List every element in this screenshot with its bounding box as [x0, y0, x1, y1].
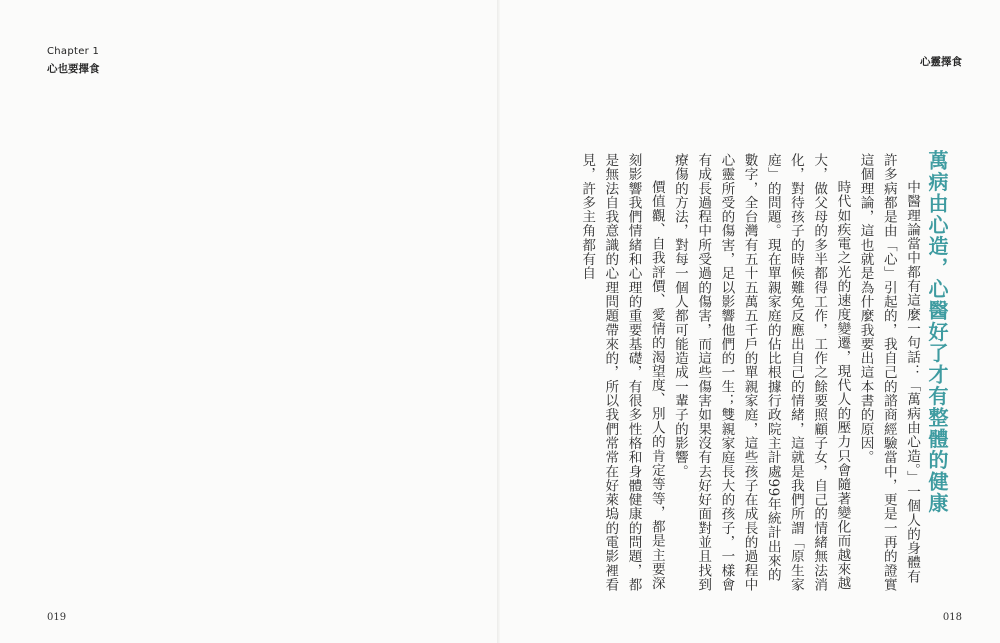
- body-paragraph: 時代如疾電之光的速度變遷，現代人的壓力只會隨著變化而越來越大，做父母的多半都得工作，工作之餘要照顧子女，自己的情緒無法消化，對待孩子的時候難免反應出自己的情緒，這就是我們所謂「原生家庭」的問題。現在單親家庭的佔比根據行政院主計處99年統計出來的數字，全台灣有五十五萬五千戶的單親家庭，這些孩子在成長的過程中心靈所受的傷害，足以影響他們的一生；雙親家庭長大的孩子，一樣會有成長過程中所受過的傷害，而這些傷害如果沒有去好好面對並且找到療傷的方法，對每一個人都可能造成一輩子的影響。: [671, 153, 851, 592]
- running-header-title: 心靈擇食: [920, 56, 962, 68]
- section-heading: 萬病由心造，心醫好了才有整體的健康: [925, 150, 949, 514]
- body-paragraph: 價值觀、自我評價、愛情的渴望度、別人的肯定等等，都是主要深刻影響我們情緒和心理的重要基礎，有很多性格和身體健康的問題，都是無法自我意識的心理問題帶來的，所以我們常常在好萊塢的電影裡看見，許多主角都有自: [579, 153, 665, 592]
- chapter-title: 心也要擇食: [47, 63, 100, 75]
- body-paragraph: 中醫理論當中都有這麼一句話：「萬病由心造。」一個人的身體有許多病都是由「心」引起的，我自己的諮商經驗當中，更是一再的證實這個理論，這也就是為什麼我要出這本書的原因。: [857, 153, 920, 592]
- page-number-left: 019: [47, 612, 67, 623]
- right-page-body: [543, 153, 923, 593]
- right-page: [500, 0, 1000, 643]
- chapter-label: Chapter 1: [47, 46, 100, 57]
- page-number-right: 018: [942, 612, 962, 623]
